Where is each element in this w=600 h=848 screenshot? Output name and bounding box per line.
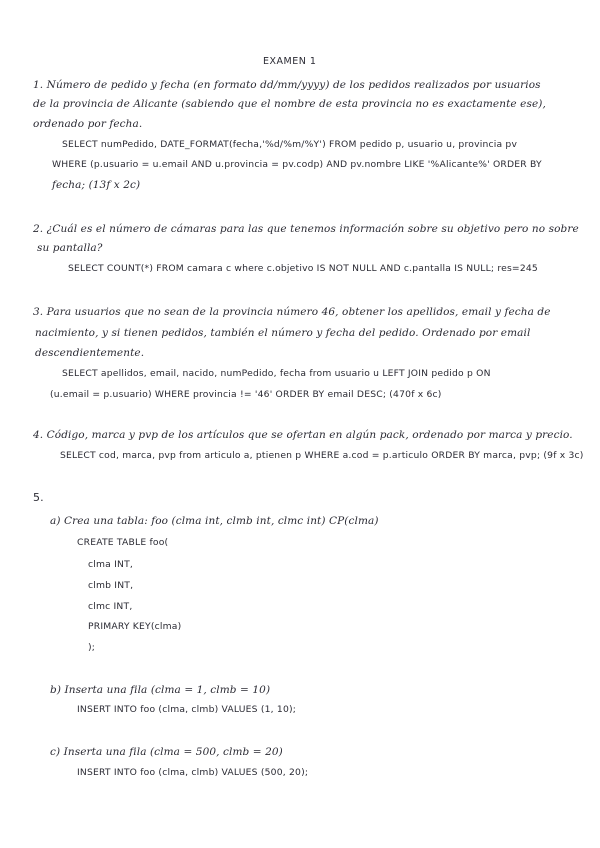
- answer-1-line-1: SELECT numPedido, DATE_FORMAT(fecha,'%d/%m/%Y') FROM pedido p, usuario u, provincia pv: [62, 139, 518, 150]
- question-5a-label: a) Crea una tabla: foo (clma int, clmb int, clmc int) CP(clma): [50, 515, 379, 527]
- answer-5a-line-4: clmc INT,: [88, 601, 133, 612]
- answer-1-line-2: WHERE (p.usuario = u.email AND u.provincia = pv.codp) AND pv.nombre LIKE '%Alicante%' ORDER BY: [52, 159, 542, 170]
- question-5c-label: c) Inserta una fila (clma = 500, clmb = 20): [50, 746, 283, 758]
- question-2-line-2: su pantalla?: [37, 242, 103, 254]
- answer-5a-line-3: clmb INT,: [88, 580, 134, 591]
- question-3-line-3: descendientemente.: [35, 347, 145, 359]
- answer-5b: INSERT INTO foo (clma, clmb) VALUES (1, 10);: [77, 704, 297, 715]
- answer-3-line-2: (u.email = p.usuario) WHERE provincia != '46' ORDER BY email DESC; (470f x 6c): [50, 389, 442, 400]
- answer-5a-line-2: clma INT,: [88, 559, 134, 570]
- question-1-line-3: ordenado por fecha.: [33, 118, 143, 130]
- question-5b-label: b) Inserta una fila (clma = 1, clmb = 10): [50, 684, 271, 696]
- answer-3-line-1: SELECT apellidos, email, nacido, numPedido, fecha from usuario u LEFT JOIN pedido p ON: [62, 368, 491, 379]
- answer-2-line-1: SELECT COUNT(*) FROM camara c where c.objetivo IS NOT NULL AND c.pantalla IS NULL; res=245: [68, 263, 538, 274]
- answer-5a-line-5: PRIMARY KEY(clma): [88, 621, 182, 632]
- answer-1-line-3: fecha; (13f x 2c): [52, 179, 141, 191]
- question-3-line-2: nacimiento, y si tienen pedidos, también el número y fecha del pedido. Ordenado por email: [35, 327, 531, 339]
- answer-5a-line-1: CREATE TABLE foo(: [77, 537, 169, 548]
- answer-4-line-1: SELECT cod, marca, pvp from articulo a, ptienen p WHERE a.cod = p.articulo ORDER BY marca, pvp; (9f x 3c): [60, 450, 584, 461]
- question-1-line-2: de la provincia de Alicante (sabiendo que el nombre de esta provincia no es exactamente ese),: [33, 98, 546, 110]
- question-5-number: 5.: [33, 491, 44, 504]
- question-2-line-1: 2. ¿Cuál es el número de cámaras para las que tenemos información sobre su objetivo pero no sobre: [33, 223, 579, 235]
- question-3-line-1: 3. Para usuarios que no sean de la provincia número 46, obtener los apellidos, email y fecha de: [33, 306, 551, 318]
- exam-title: EXAMEN 1: [263, 56, 317, 67]
- question-4-line-1: 4. Código, marca y pvp de los artículos que se ofertan en algún pack, ordenado por marca y precio.: [33, 429, 573, 441]
- question-1-line-1: 1. Número de pedido y fecha (en formato dd/mm/yyyy) de los pedidos realizados por usuarios: [33, 79, 541, 91]
- answer-5c: INSERT INTO foo (clma, clmb) VALUES (500, 20);: [77, 767, 309, 778]
- answer-5a-line-6: );: [88, 642, 96, 653]
